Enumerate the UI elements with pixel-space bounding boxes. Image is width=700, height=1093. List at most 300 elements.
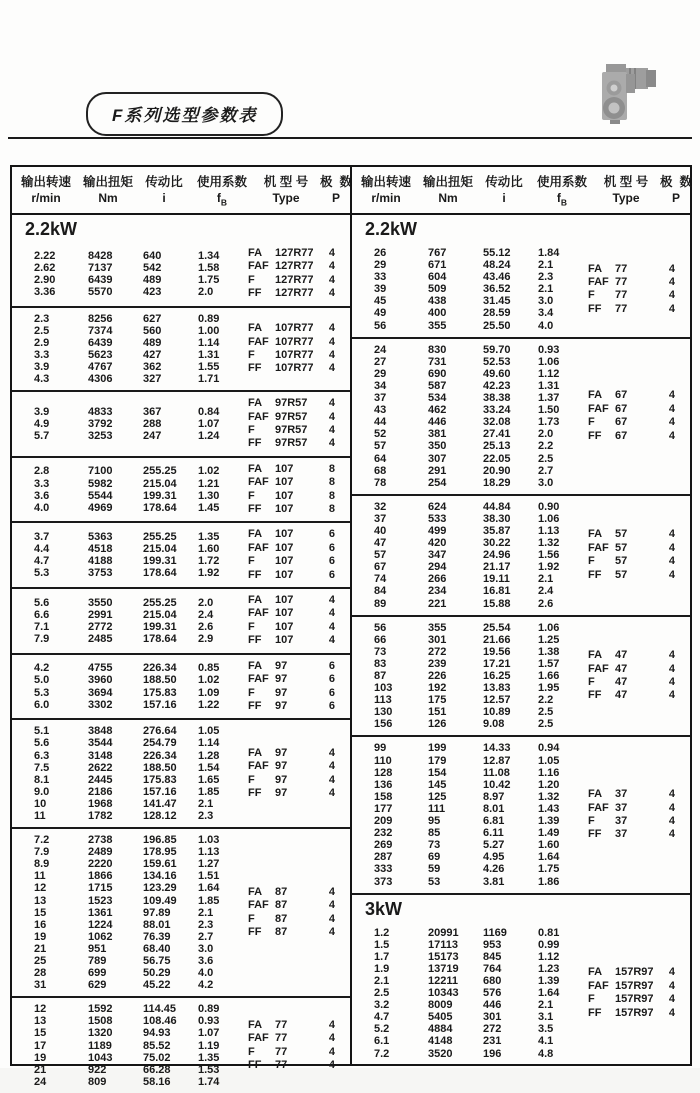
data-block [12,653,350,719]
model-prefix: FA [248,397,263,410]
table-cell: 28.59 [483,307,511,320]
table-cell: 1968 [88,797,113,810]
table-cell: 1.34 [198,249,220,262]
table-cell: 157.16 [143,698,177,711]
header-label-unit: Type [272,191,300,205]
model-prefix: FAF [588,662,609,675]
model-type-row [588,569,690,582]
type-list [588,966,690,1020]
table-cell: 3.9 [34,361,50,373]
table-cell: 1.51 [198,870,220,883]
model-type-row [248,760,350,773]
model-code: 107 [275,541,294,554]
pole-count: 4 [668,568,675,581]
table-cell: 1592 [88,1003,113,1016]
table-cell: 8256 [88,312,113,325]
model-prefix: FAF [248,899,269,912]
table-cell: 4.3 [34,373,50,386]
table-cell: 1.21 [198,477,220,490]
table-left-half [12,167,352,1088]
table-row [12,313,248,325]
model-code: 67 [615,389,628,402]
model-prefix: FA [588,262,603,275]
model-code: 37 [615,815,628,828]
model-prefix: FA [248,594,263,607]
header-label-cn: 传动比 [485,175,523,189]
type-list [588,788,690,842]
table-row [12,633,248,645]
table-cell: 175 [428,694,447,707]
table-cell: 2991 [88,608,113,621]
table-row [12,1015,248,1027]
table-cell: 154 [428,766,447,779]
table-cell: 85.52 [143,1039,171,1052]
header-label-cn: 使用系数 [196,175,247,189]
model-prefix: FF [588,1006,602,1019]
table-cell: 21.66 [483,633,511,646]
table-row [352,718,588,730]
type-list [588,649,690,703]
model-type-row [588,980,690,993]
pole-count: 4 [328,607,335,620]
header-label-unit: i [162,191,166,205]
table-cell: 1.32 [538,537,560,550]
table-cell: 6.1 [374,1035,390,1048]
model-type-row [588,389,690,402]
model-prefix: FF [248,699,262,712]
table-row [12,943,248,955]
table-cell: 158 [374,790,393,803]
table-row [12,846,248,858]
model-type-row [248,247,350,260]
table-cell: 0.85 [198,662,220,675]
data-rows [352,247,588,332]
table-cell: 179 [428,754,447,767]
table-cell: 1.02 [198,465,220,478]
header-label-cn: 输出扭矩 [82,175,133,189]
table-cell: 10343 [428,987,459,1000]
header-label-unit: $f_B$ [556,191,568,208]
table-cell: 8.97 [483,790,505,803]
model-code: 57 [615,568,628,581]
table-cell: 49.60 [483,367,511,380]
model-code: 107 [275,607,294,620]
table-row [12,1027,248,1039]
table-cell: 255.25 [143,531,177,544]
header-label-cn: 输出转速 [360,175,411,189]
table-cell: 0.90 [538,500,560,513]
pole-count: 4 [668,528,675,541]
table-cell: 1.64 [198,882,220,895]
table-cell: 1.13 [538,524,560,537]
page-title: F系列选型参数表 [86,92,283,136]
model-code: 77 [275,1032,288,1045]
pole-count: 4 [328,437,335,450]
table-row [12,349,248,361]
table-cell: 276.64 [143,725,177,738]
table-cell: 671 [428,259,447,272]
table-cell: 37 [374,512,387,525]
model-code: 97 [275,659,288,672]
table-cell: 18.29 [483,476,511,489]
model-type-row [248,700,350,713]
table-cell: 14.33 [483,742,511,755]
table-cell: 0.93 [198,1015,220,1028]
model-type-row [248,503,350,516]
model-prefix: FF [248,634,262,647]
table-cell: 3.7 [34,531,50,544]
table-cell: 2.3 [538,271,554,284]
table-cell: 3848 [88,725,113,738]
table-row [352,465,588,477]
table-row [12,834,248,846]
table-cell: 4833 [88,405,113,418]
pole-count: 4 [668,788,675,801]
model-prefix: FF [248,503,262,516]
table-cell: 809 [88,1075,107,1088]
table-cell: 188.50 [143,761,177,774]
table-cell: 446 [428,416,447,429]
data-rows [12,597,248,645]
model-prefix: FF [248,1059,262,1072]
model-type-row [248,424,350,437]
table-cell: 29 [374,259,387,272]
table-cell: 141.47 [143,797,177,810]
model-prefix: FF [248,362,262,375]
model-prefix: FF [588,302,602,315]
table-cell: 367 [143,405,162,418]
table-cell: 2738 [88,834,113,847]
pole-count: 4 [668,676,675,689]
pole-count: 4 [668,389,675,402]
table-row [352,295,588,307]
table-cell: 19.11 [483,573,510,586]
pole-count: 4 [668,993,675,1006]
pole-count: 4 [328,594,335,607]
model-type-row [248,411,350,424]
table-cell: 16 [34,918,47,931]
model-prefix: F [588,289,595,302]
model-type-row [588,289,690,302]
table-cell: 1.92 [538,561,560,574]
table-cell: 1.86 [538,875,560,888]
table-cell: 254.79 [143,737,177,750]
table-cell: 1.60 [538,839,560,852]
table-cell: 604 [428,271,447,284]
table-cell: 8.9 [34,858,50,871]
table-row [12,502,248,514]
pole-count: 4 [668,429,675,442]
table-cell: 699 [88,967,107,980]
table-row [12,1064,248,1076]
table-row [352,598,588,610]
table-cell: 8.01 [483,802,505,815]
table-cell: 59.70 [483,343,511,356]
table-cell: 333 [374,863,393,876]
model-code: 97 [275,673,288,686]
table-cell: 130 [374,706,393,719]
data-block [352,337,690,494]
table-cell: 1.23 [538,962,560,975]
model-prefix: F [248,1045,255,1058]
table-cell: 4.2 [34,662,50,675]
table-cell: 5.27 [483,839,505,852]
table-cell: 423 [143,285,162,298]
table-row [12,531,248,543]
pole-count: 4 [668,289,675,302]
model-type-row [588,1007,690,1020]
table-cell: 350 [428,440,447,453]
table-cell: 1.07 [198,417,220,430]
model-prefix: FA [248,322,263,335]
table-cell: 2.22 [34,249,56,262]
table-cell: 73 [428,839,441,852]
header-label-cn: 机 型 号 [263,175,309,189]
model-code: 97R57 [275,397,308,410]
pole-count: 4 [328,260,335,273]
pole-count: 4 [328,287,335,300]
table-cell: 0.99 [538,938,560,951]
model-type-row [248,886,350,899]
table-cell: 178.64 [143,567,177,580]
model-prefix: FAF [248,335,269,348]
data-rows [352,742,588,887]
table-cell: 177 [374,802,393,815]
pole-count: 4 [668,815,675,828]
table-cell: 5570 [88,285,113,298]
data-rows [12,313,248,386]
model-prefix: F [248,912,255,925]
model-type-row [248,260,350,273]
table-cell: 4.0 [538,319,554,332]
header-label-unit: Nm [98,191,118,205]
table-cell: 199 [428,742,447,755]
model-type-row [248,542,350,555]
data-block [12,827,350,996]
data-block [12,456,350,522]
pole-count: 4 [328,760,335,773]
data-rows [12,834,248,991]
table-row [12,621,248,633]
model-type-row [248,397,350,410]
data-block [12,306,350,391]
table-cell: 78 [374,476,387,489]
table-cell: 1.95 [538,682,560,695]
table-cell: 125 [428,790,447,803]
model-code: 127R77 [275,273,314,286]
model-type-row [248,528,350,541]
model-type-row [248,569,350,582]
table-cell: 1.64 [538,987,560,1000]
table-cell: 0.81 [538,926,560,939]
table-cell: 6.81 [483,815,505,828]
table-cell: 13 [34,1015,47,1028]
table-cell: 0.89 [198,312,220,325]
model-type-row [248,1019,350,1032]
model-code: 77 [615,302,628,315]
table-cell: 58.16 [143,1075,171,1088]
table-cell: 157.16 [143,785,177,798]
type-list [588,263,690,317]
data-block [12,390,350,456]
table-row [352,368,588,380]
table-cell: 830 [428,343,447,356]
header-label-cn: 使用系数 [536,175,587,189]
table-cell: 3544 [88,737,113,750]
table-cell: 1.5 [374,938,390,951]
model-type-row [248,476,350,489]
model-type-row [248,594,350,607]
table-cell: 5544 [88,489,113,502]
pole-count: 4 [328,1032,335,1045]
model-type-row [248,787,350,800]
table-cell: 4.2 [198,979,214,992]
data-block [352,494,690,615]
table-cell: 75.02 [143,1051,171,1064]
table-cell: 1.14 [198,737,220,750]
table-cell: 11 [34,809,46,822]
table-cell: 2.9 [34,336,50,349]
model-type-row [588,788,690,801]
table-cell: 3.6 [198,955,214,967]
table-row [12,1052,248,1064]
model-type-row [248,490,350,503]
table-cell: 15.88 [483,597,511,610]
pole-count: 4 [328,773,335,786]
table-cell: 0.89 [198,1003,220,1016]
column-header [476,172,532,213]
table-cell: 1.35 [198,531,220,544]
pole-count: 6 [328,686,335,699]
model-code: 107 [275,634,294,647]
type-list [588,389,690,443]
model-type-row [248,463,350,476]
table-row [12,543,248,555]
table-row [352,767,588,779]
model-code: 57 [615,555,628,568]
model-code: 157R97 [615,979,654,992]
table-row [12,870,248,882]
model-code: 107R77 [275,362,314,375]
table-cell: 951 [88,942,107,955]
table-cell: 231 [483,1035,502,1048]
table-cell: 362 [143,361,162,373]
model-type-row [248,322,350,335]
table-row [12,286,248,298]
table-cell: 294 [428,561,447,574]
table-cell: 6.0 [34,698,50,711]
model-prefix: FAF [248,760,269,773]
model-code: 87 [275,912,288,925]
table-cell: 499 [428,524,447,537]
table-cell: 3.0 [198,942,214,955]
table-row [352,416,588,428]
table-cell: 12 [34,882,47,895]
data-rows [12,250,248,298]
table-cell: 6439 [88,273,113,286]
table-cell: 15 [34,1027,47,1040]
table-cell: 21.17 [483,561,511,574]
section-title-power: 2.2kW [365,219,418,239]
table-cell: 767 [428,247,447,259]
pole-count: 4 [328,273,335,286]
data-rows [352,622,588,731]
table-cell: 110 [374,754,392,767]
model-type-row [248,274,350,287]
model-prefix: FAF [588,275,609,288]
table-cell: 215.04 [143,477,177,490]
model-code: 37 [615,788,628,801]
table-cell: 307 [428,452,447,465]
table-row [12,418,248,430]
model-type-row [248,660,350,673]
model-type-row [588,676,690,689]
table-cell: 5.0 [34,674,50,687]
table-cell: 3.0 [538,476,554,489]
table-cell: 1.24 [198,430,220,443]
model-code: 97 [275,773,288,786]
model-type-row [248,673,350,686]
table-cell: 32.08 [483,416,511,429]
table-row [352,646,588,658]
model-code: 47 [615,662,628,675]
table-row [12,1040,248,1052]
table-cell: 6.3 [34,749,50,762]
table-cell: 2.1 [374,974,390,987]
table-cell: 1.84 [538,247,560,259]
column-header [532,172,592,213]
table-cell: 1.25 [538,633,560,646]
table-cell: 1.12 [538,950,560,963]
pole-count: 8 [328,489,335,502]
model-code: 77 [615,262,628,275]
pole-count: 4 [328,1018,335,1031]
table-cell: 4188 [88,555,113,568]
table-cell: 2.5 [34,324,50,337]
type-list [248,747,350,801]
model-type-row [588,403,690,416]
table-cell: 226.34 [143,662,177,675]
model-prefix: F [248,273,255,286]
table-cell: 3302 [88,698,113,711]
table-cell: 1.12 [538,367,560,380]
table-cell: 1062 [88,930,113,943]
model-type-row [588,802,690,815]
table-cell: 1.32 [538,790,560,803]
table-cell: 3694 [88,686,113,699]
table-row [352,634,588,646]
table-row [12,490,248,502]
table-cell: 4755 [88,662,113,675]
header-label-cn: 输出扭矩 [422,175,473,189]
table-cell: 255.25 [143,465,177,478]
table-row [352,259,588,271]
table-cell: 287 [374,851,393,864]
table-cell: 136 [374,778,393,791]
table-row [12,786,248,798]
table-cell: 35.87 [483,524,511,537]
table-row [352,742,588,754]
table-cell: 8.1 [34,773,50,786]
data-rows [12,725,248,822]
table-cell: 2.1 [538,283,554,296]
table-cell: 272 [483,1023,502,1036]
table-cell: 4.1 [538,1035,554,1048]
table-cell: 42.23 [483,379,511,392]
table-cell: 16.25 [483,670,511,682]
table-cell: 1.27 [198,858,220,871]
table-cell: 764 [483,962,502,975]
